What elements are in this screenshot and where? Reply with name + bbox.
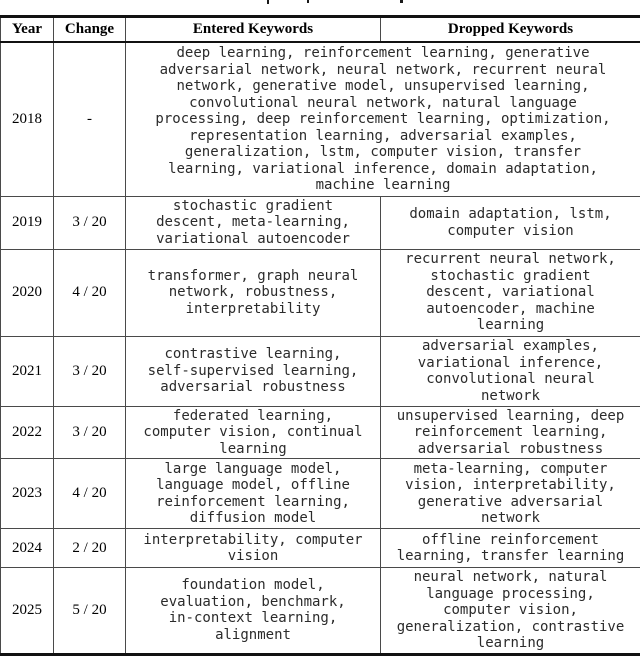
cropped-caption-fragment: [0, 0, 640, 5]
change-cell: 4 / 20: [54, 459, 126, 529]
table-row-2020: [1, 249, 640, 336]
table-row-2021: [1, 336, 640, 406]
col-header-entered-keywords: Entered Keywords: [126, 17, 381, 43]
dropped-keywords-cell: meta‑learning, computer vision, interpretability, generative adversarial network: [381, 459, 640, 529]
entered-keywords-cell: foundation model, evaluation, benchmark, in‑context learning, alignment: [126, 568, 381, 655]
year-cell: 2025: [1, 568, 54, 655]
year-cell: 2022: [1, 406, 54, 459]
change-cell: 3 / 20: [54, 336, 126, 406]
year-cell: 2024: [1, 529, 54, 568]
change-cell: 2 / 20: [54, 529, 126, 568]
table-row-2023: [1, 459, 640, 529]
entered-keywords-cell: large language model, language model, offline reinforcement learning, diffusion model: [126, 459, 381, 529]
year-cell: 2020: [1, 249, 54, 336]
merged-keywords-cell: deep learning, reinforcement learning, generative adversarial network, neural network, recurrent neural network, generative model, unsupervised learning, convolutional neural network, natural language processing, deep reinforcement learning, optimization, representation learning, adversarial examples, generalization, lstm, computer vision, transfer learning, variational inference, domain adaptation, machine learning: [126, 42, 640, 196]
year-cell: 2021: [1, 336, 54, 406]
caption-descender-mark: [307, 0, 309, 3]
dropped-keywords-cell: neural network, natural language processing, computer vision, generalization, contrastive learning: [381, 568, 640, 655]
col-header-change: Change: [54, 17, 126, 43]
table-row-2022: [1, 406, 640, 459]
year-cell: 2018: [1, 42, 54, 196]
caption-descender-mark: [400, 0, 403, 3]
table-row-2024: [1, 529, 640, 568]
dropped-keywords-cell: recurrent neural network, stochastic gradient descent, variational autoencoder, machine learning: [381, 249, 640, 336]
change-cell: 3 / 20: [54, 406, 126, 459]
entered-keywords-cell: transformer, graph neural network, robustness, interpretability: [126, 249, 381, 336]
keyword-change-table: [0, 15, 640, 656]
table-row-2018: [1, 42, 640, 196]
year-cell: 2019: [1, 196, 54, 249]
table-row-2019: [1, 196, 640, 249]
year-cell: 2023: [1, 459, 54, 529]
entered-keywords-cell: interpretability, computer vision: [126, 529, 381, 568]
col-header-dropped-keywords: Dropped Keywords: [381, 17, 640, 43]
entered-keywords-cell: contrastive learning, self‑supervised learning, adversarial robustness: [126, 336, 381, 406]
change-cell: 5 / 20: [54, 568, 126, 655]
change-cell: 3 / 20: [54, 196, 126, 249]
header-row: [1, 17, 640, 43]
change-cell: -: [54, 42, 126, 196]
dropped-keywords-cell: unsupervised learning, deep reinforcement learning, adversarial robustness: [381, 406, 640, 459]
col-header-year: Year: [1, 17, 54, 43]
entered-keywords-cell: stochastic gradient descent, meta‑learning, variational autoencoder: [126, 196, 381, 249]
table-row-2025: [1, 568, 640, 655]
change-cell: 4 / 20: [54, 249, 126, 336]
dropped-keywords-cell: adversarial examples, variational inference, convolutional neural network: [381, 336, 640, 406]
caption-descender-mark: [267, 0, 269, 4]
dropped-keywords-cell: domain adaptation, lstm, computer vision: [381, 196, 640, 249]
entered-keywords-cell: federated learning, computer vision, continual learning: [126, 406, 381, 459]
dropped-keywords-cell: offline reinforcement learning, transfer learning: [381, 529, 640, 568]
